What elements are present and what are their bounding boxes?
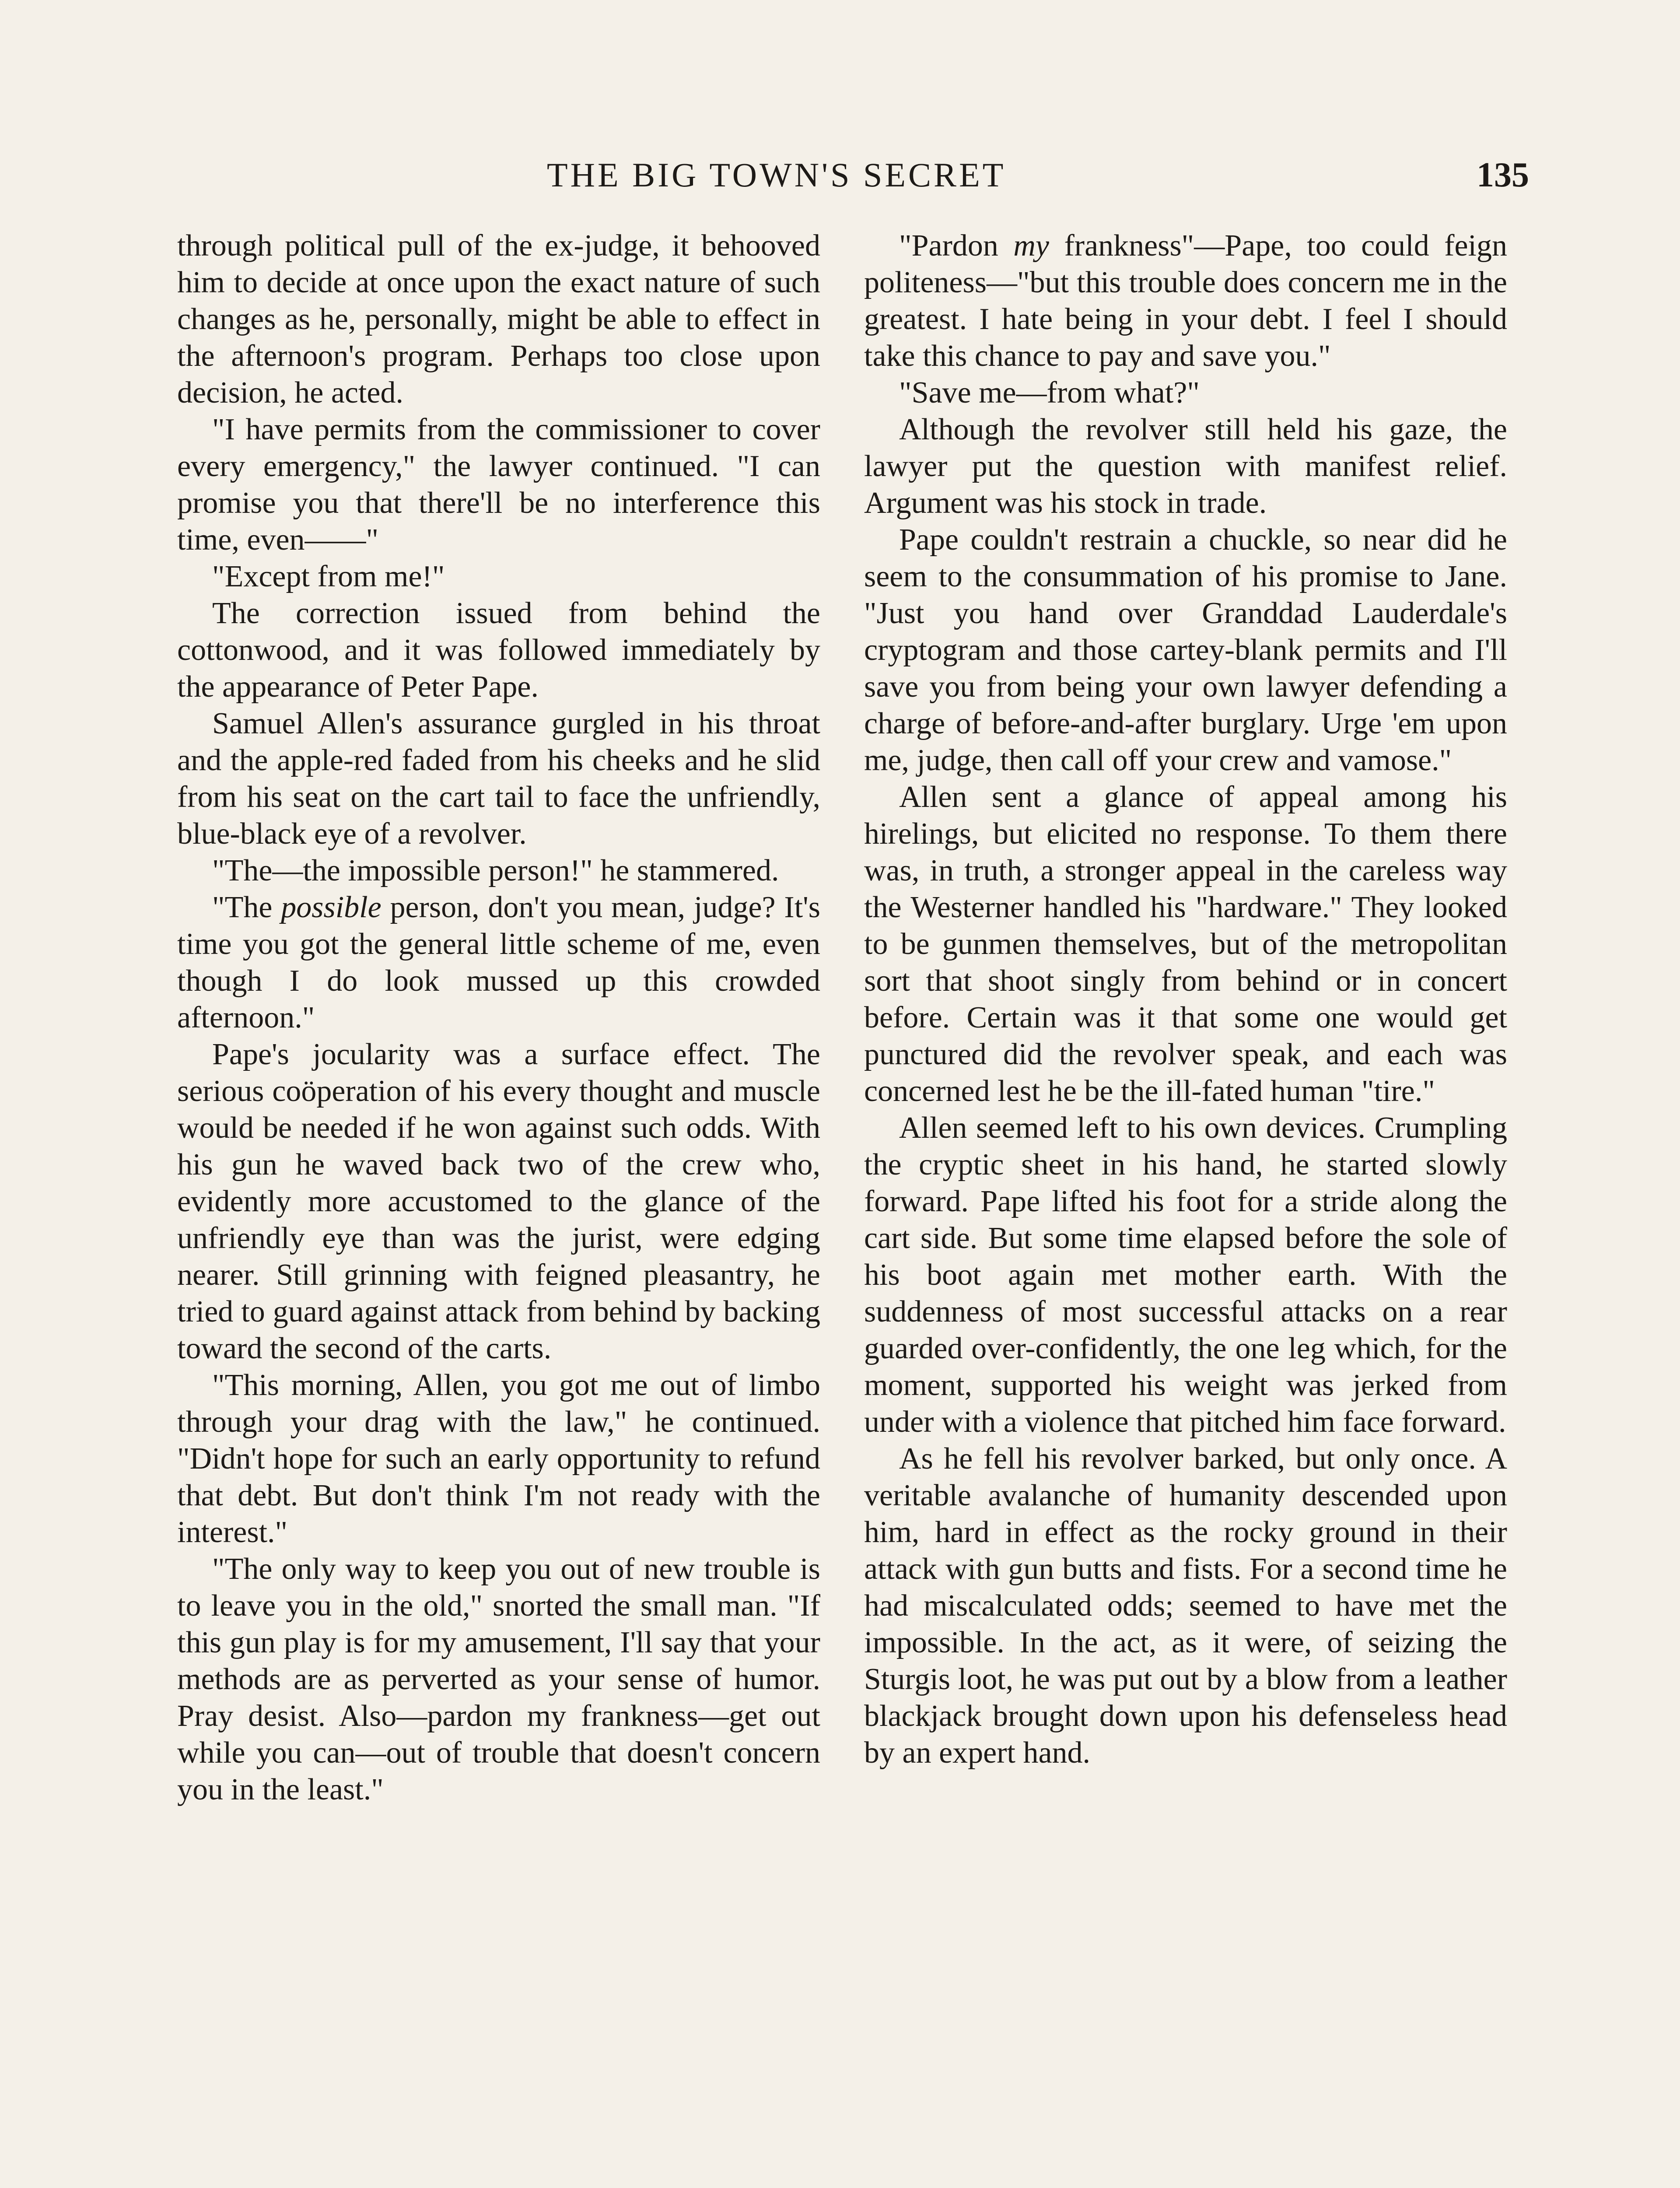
paragraph: "The possible person, don't you mean, judge? It's time you got the general little scheme of me, even though I do look mussed up this crowded afternoon.": [177, 891, 821, 1034]
paragraph: Allen sent a glance of appeal among his hirelings, but elicited no response. To them there was, in truth, a stronger appeal in the careless way the Westerner handled his "hardware." They looked to be gunmen themselves, but of the metropolitan sort that shoot singly from behind or in concert before. Certain was it that some one would get punctured did the revolver speak, and each was concerned lest he be the ill-fated human "tire.": [864, 780, 1507, 1108]
paragraph: Samuel Allen's assurance gurgled in his throat and the apple-red faded from his cheeks and he slid from his seat on the cart tail to face the unfriendly, blue-black eye of a revolver.: [177, 707, 820, 851]
page-header: [0, 149, 1680, 201]
paragraph: through political pull of the ex-judge, it behooved him to decide at once upon the exact nature of such changes as he, personally, might be able to effect in the afternoon's program. Perhaps too close upon decision, he acted.: [177, 229, 820, 410]
paragraph: Pape's jocularity was a surface effect. The serious coöperation of his every thought and muscle would be needed if he won against such odds. With his gun he waved back two of the crew who, evidently more accustomed to the glance of the unfriendly eye than was the jurist, were edging nearer. Still grinning with feigned pleasantry, he tried to guard against attack from behind by backing toward the second of the carts.: [177, 1038, 820, 1365]
paragraph: "The—the impossible person!" he stammered.: [212, 854, 779, 887]
italic-emphasis: my: [1013, 229, 1049, 263]
text-columns: [177, 228, 1507, 2188]
italic-emphasis: possible: [281, 891, 382, 924]
paragraph: As he fell his revolver barked, but only once. A veritable avalanche of humanity descended upon him, hard in effect as the rocky ground in their attack with gun butts and fists. For a second time he had miscalculated odds; seemed to have met the impossible. In the act, as it were, of seizing the Sturgis loot, he was put out by a blow from a leather blackjack brought down upon his defenseless head by an expert hand.: [864, 1442, 1507, 1770]
paragraph: Pape couldn't restrain a chuckle, so near did he seem to the consummation of his promise to Jane. "Just you hand over Granddad Lauderdale's cryptogram and those cartey-blank permits and I'll save you from being your own lawyer defending a charge of before-and-after burglary. Urge 'em upon me, judge, then call off your crew and vamose.": [864, 523, 1507, 777]
left-column: [177, 228, 820, 2188]
paragraph: Allen seemed left to his own devices. Crumpling the cryptic sheet in his hand, he started slowly forward. Pape lifted his foot for a stride along the cart side. But some time elapsed before the sole of his boot again met mother earth. With the suddenness of most successful attacks on a rear guarded over-confidently, the one leg which, for the moment, supported his weight was jerked from under with a violence that pitched him face forward.: [864, 1111, 1507, 1439]
paragraph: "I have permits from the commissioner to cover every emergency," the lawyer continued. "I can promise you that there'll be no interference this time, even——": [177, 413, 820, 557]
paragraph: "Pardon my frankness"—Pape, too could feign politeness—"but this trouble does concern me in the greatest. I hate being in your debt. I feel I should take this chance to pay and save you.": [864, 229, 1508, 373]
paragraph: "Except from me!": [212, 560, 445, 593]
paragraph: "Save me—from what?": [899, 376, 1200, 410]
paragraph: Although the revolver still held his gaze, the lawyer put the question with manifest relief. Argument was his stock in trade.: [864, 413, 1507, 520]
paragraph: The correction issued from behind the cottonwood, and it was followed immediately by the appearance of Peter Pape.: [177, 596, 820, 704]
page-number: 135: [1477, 156, 1529, 194]
paragraph: "The only way to keep you out of new trouble is to leave you in the old," snorted the small man. "If this gun play is for my amusement, I'll say that your methods are as perverted as your sense of humor. Pray desist. Also—pardon my frankness—get out while you can—out of trouble that doesn't concern you in the least.": [177, 1552, 820, 1806]
right-column: [864, 228, 1507, 2188]
paragraph: "This morning, Allen, you got me out of limbo through your drag with the law," he continued. "Didn't hope for such an early opportunity to refund that debt. But don't think I'm not ready with the interest.": [177, 1368, 820, 1549]
running-title: THE BIG TOWN'S SECRET: [547, 156, 1006, 194]
